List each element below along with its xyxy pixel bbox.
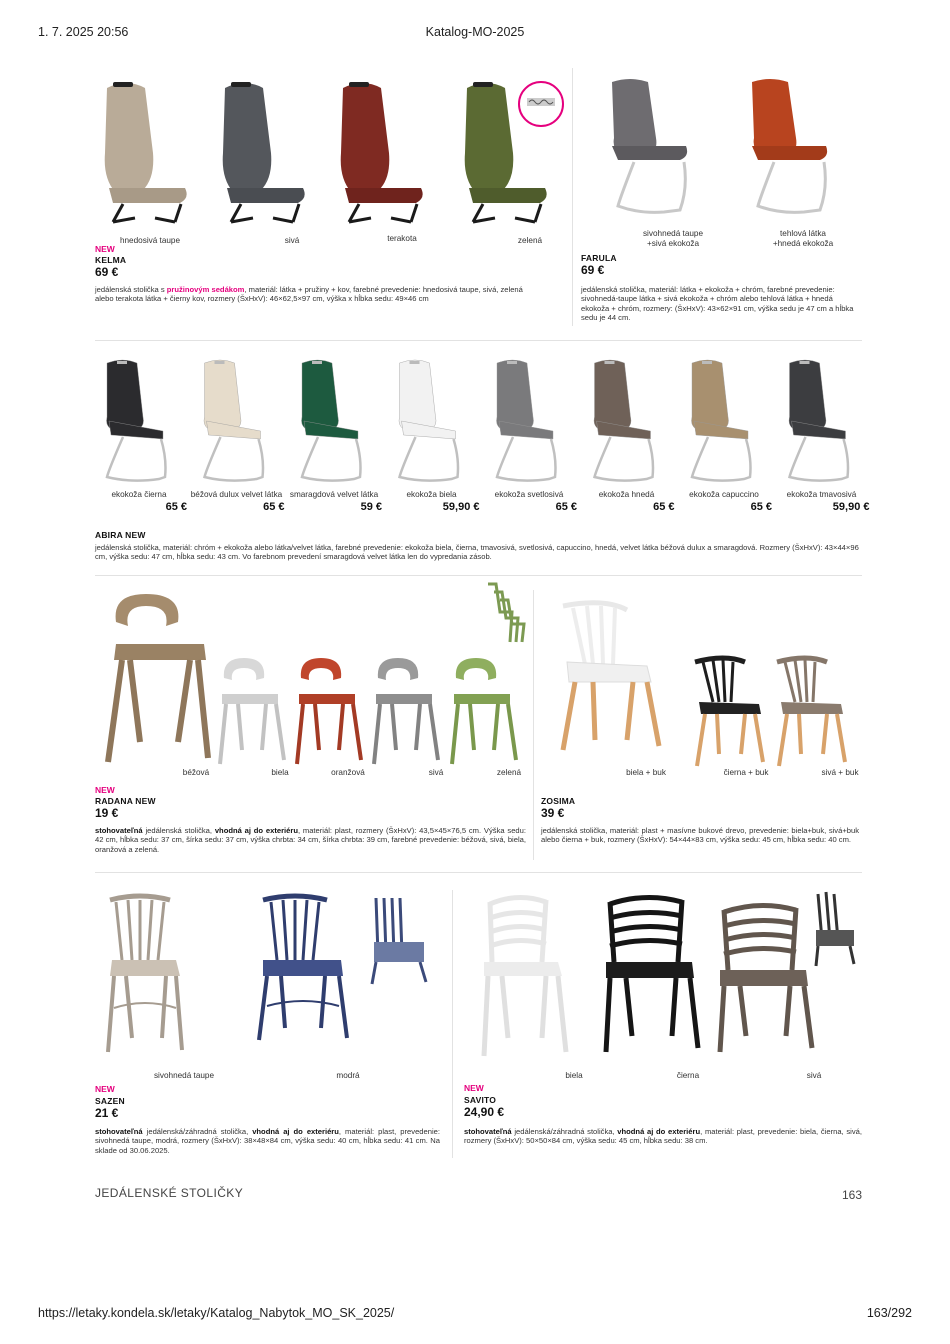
- savito-color-label: biela: [565, 1071, 583, 1080]
- abira-price: 59,90 €: [832, 501, 870, 513]
- savito-color-label: sivá: [806, 1071, 822, 1080]
- radana-color-label: oranžová: [331, 768, 365, 777]
- product-name: KELMA: [95, 255, 127, 265]
- document-title: Katalog-MO-2025: [425, 25, 525, 39]
- abira-price: 65 €: [263, 501, 285, 513]
- spring-detail-icon: [519, 82, 563, 126]
- abira-price: 65 €: [750, 501, 772, 513]
- kelma-chair-grey: [223, 82, 305, 222]
- savito-chair-white: [484, 897, 566, 1056]
- page-number: 163: [841, 1188, 862, 1202]
- abira-color-label: ekokoža tmavosivá: [786, 490, 857, 499]
- stacked-chairs-icon: [488, 584, 524, 642]
- product-name: RADANA NEW: [95, 796, 156, 806]
- savito-chair-grey: [720, 905, 812, 1052]
- sazen-chairs-image: [100, 890, 440, 1060]
- sazen-chair-taupe: [108, 896, 182, 1052]
- farula-chair-taupe: [612, 79, 687, 212]
- abira-color-label: béžová dulux velvet látka: [190, 490, 283, 499]
- abira-price: 65 €: [555, 501, 577, 513]
- abira-chairs-image: [95, 355, 865, 485]
- sazen-color-label: sivohnedá taupe: [153, 1071, 215, 1080]
- divider: [533, 590, 534, 860]
- product-name: SAVITO: [464, 1095, 497, 1105]
- radana-color-label: sivá: [428, 768, 444, 777]
- abira-chair: [789, 360, 848, 481]
- stacked-chairs-icon: [372, 898, 426, 984]
- new-badge: NEW: [95, 785, 115, 795]
- new-badge: NEW: [95, 1084, 115, 1094]
- kelma-chair-terracotta: [341, 82, 423, 222]
- product-price: 39 €: [541, 806, 565, 820]
- kelma-color-label: terakota: [387, 234, 417, 243]
- savito-color-label: čierna: [676, 1071, 700, 1080]
- radana-chairs-image: [100, 582, 530, 767]
- stacked-chairs-icon: [816, 892, 854, 966]
- abira-chair: [107, 360, 166, 481]
- abira-chair: [399, 360, 458, 481]
- divider: [452, 890, 453, 1158]
- product-price: 19 €: [95, 806, 119, 820]
- savito-chair-black: [606, 897, 698, 1052]
- farula-color-label: sivohnedá taupe +sivá ekokoža: [642, 229, 704, 248]
- product-name: SAZEN: [95, 1096, 125, 1106]
- product-description: stohovateľná jedálenská stolička, vhodná aj do exteriéru, materiál: plast, rozmery (ŠxHxV): 43,5×45×76,5 cm. Výška sedu: 42 cm, hĺbka sedu: 37 cm, šírka sedu: 37 cm, výška chrbta: 34 cm, šírka chrbta: 39 cm, farebné prevedenie: béžová, sivá, biela, oranžová a zelená.: [95, 826, 526, 854]
- zosima-chairs-image: [555, 600, 865, 770]
- product-description: stohovateľná jedálenská/záhradná stolička, vhodná aj do exteriéru, materiál: plast, prevedenie: sivohnedá taupe, modrá, rozmery (ŠxHxV): 38×48×84 cm, výška sedu: 40 cm, hĺbka sedu: 41 cm. Na sklade od 30.06.2025.: [95, 1127, 440, 1155]
- abira-chair: [204, 360, 263, 481]
- kelma-chairs-image: [95, 78, 575, 228]
- abira-chair: [594, 360, 653, 481]
- zosima-chair-black: [695, 658, 763, 766]
- product-price: 69 €: [95, 265, 119, 279]
- abira-color-label: smaragdová velvet látka: [289, 490, 379, 499]
- kelma-color-label: hnedosivá taupe: [119, 236, 181, 245]
- abira-price: 65 €: [653, 501, 675, 513]
- product-price: 69 €: [581, 263, 605, 277]
- page-count: 163/292: [866, 1306, 912, 1320]
- abira-chair: [692, 360, 751, 481]
- farula-color-label: tehlová látka +hnedá ekokoža: [772, 229, 834, 248]
- sazen-color-label: modrá: [336, 1071, 360, 1080]
- product-name: FARULA: [581, 253, 617, 263]
- product-name: ABIRA NEW: [95, 530, 146, 540]
- product-description: jedálenská stolička, materiál: plast + masívne bukové drevo, prevedenie: biela+buk, sivá+buk alebo čierna + buk, rozmery (ŠxHxV): 54×44×83 cm, výška sedu: 45 cm, hĺbka sedu: 40 cm.: [541, 826, 859, 845]
- product-price: 21 €: [95, 1106, 119, 1120]
- abira-color-label: ekokoža svetlosivá: [494, 490, 564, 499]
- kelma-chair-taupe: [105, 82, 187, 222]
- radana-chair-orange: [297, 658, 361, 764]
- abira-chair: [302, 360, 361, 481]
- abira-color-label: ekokoža čierna: [111, 490, 167, 499]
- sazen-chair-blue: [259, 896, 347, 1040]
- print-datetime: 1. 7. 2025 20:56: [38, 25, 129, 39]
- abira-color-label: ekokoža capuccino: [689, 490, 759, 499]
- section-title: JEDÁLENSKÉ STOLIČKY: [95, 1186, 244, 1200]
- farula-chair-brick: [752, 79, 827, 212]
- zosima-chair-grey: [777, 658, 845, 766]
- page-url[interactable]: https://letaky.kondela.sk/letaky/Katalog_Nabytok_MO_SK_2025/: [38, 1306, 395, 1320]
- abira-color-label: ekokoža hnedá: [598, 490, 655, 499]
- zosima-color-label: biela + buk: [626, 768, 666, 777]
- product-description: jedálenská stolička s pružinovým sedákom, materiál: látka + pružiny + kov, farebné prevedenie: hnedosivá taupe, sivá, zelená alebo terakota látka + čierny kov, rozmery (ŠxHxV): 46×62,5×97 cm, výška x hĺbka sedu: 49×46 cm: [95, 285, 523, 304]
- kelma-color-label: zelená: [517, 236, 543, 245]
- abira-chair: [497, 360, 556, 481]
- product-description: jedálenská stolička, materiál: látka + ekokoža + chróm, farebné prevedenie: sivohnedá-taupe látka + sivá ekokoža + chróm alebo tehlová látka + hnedá ekokoža + chróm, rozmery: (ŠxHxV): 43×62×91 cm, výška sedu je 47 cm a hĺbka sedu je 44 cm.: [581, 285, 854, 322]
- radana-chair-beige: [108, 594, 208, 762]
- savito-chairs-image: [476, 888, 866, 1063]
- zosima-color-label: sivá + buk: [821, 768, 859, 777]
- radana-color-label: béžová: [182, 768, 210, 777]
- radana-chair-grey: [374, 658, 438, 764]
- radana-chair-green: [452, 658, 516, 764]
- abira-price: 59,90 €: [442, 501, 480, 513]
- product-description: stohovateľná jedálenská/záhradná stolička, vhodná aj do exteriéru, materiál: plast, prevedenie: biela, čierna, sivá, rozmery (ŠxHxV): 50×50×84 cm, výška sedu: 45 cm, hĺbka sedu: 38 cm.: [464, 1127, 862, 1146]
- divider: [95, 872, 862, 873]
- product-price: 24,90 €: [464, 1105, 505, 1119]
- zosima-color-label: čierna + buk: [723, 768, 769, 777]
- divider: [95, 575, 862, 576]
- abira-color-label: ekokoža biela: [406, 490, 457, 499]
- product-name: ZOSIMA: [541, 796, 576, 806]
- divider: [95, 340, 862, 341]
- divider: [572, 68, 573, 326]
- abira-price: 59 €: [360, 501, 382, 513]
- new-badge: NEW: [464, 1083, 484, 1093]
- abira-price: 65 €: [165, 501, 187, 513]
- farula-chairs-image: [600, 78, 860, 218]
- radana-color-label: biela: [271, 768, 289, 777]
- product-description: jedálenská stolička, materiál: chróm + ekokoža alebo látka/velvet látka, farebné prevedenie: ekokoža biela, čierna, tmavosivá, svetlosivá, capuccino, hnedá, velvet látka béžová dulux a smaragdová. Rozmery (ŠxHxV): 43×44×96 cm, výška sedu: 47 cm, hĺbka sedu: 43 cm. Vo farebnom prevedení smaragdová velvet látka len do vypredania zásob.: [95, 543, 859, 562]
- kelma-color-label: sivá: [284, 236, 300, 245]
- zosima-chair-white: [563, 603, 659, 750]
- radana-color-label: zelená: [496, 768, 522, 777]
- radana-chair-white: [220, 658, 284, 764]
- new-badge: NEW: [95, 244, 115, 254]
